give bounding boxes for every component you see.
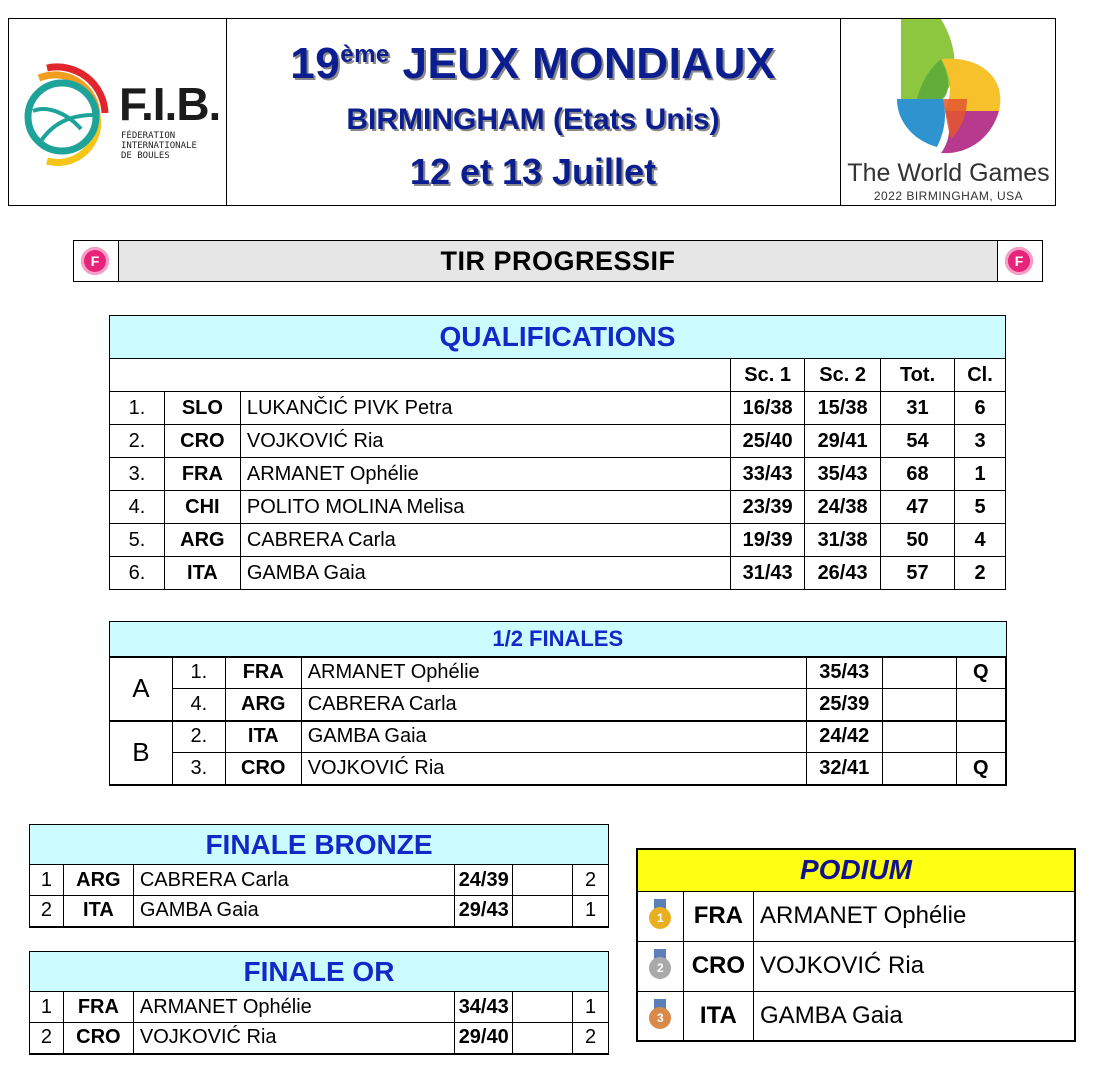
score: 25/39	[806, 689, 882, 721]
country: CRO	[683, 941, 753, 991]
score: 34/43	[455, 992, 513, 1023]
extra	[513, 896, 573, 927]
total: 54	[881, 425, 955, 458]
row-num: 3.	[172, 753, 225, 785]
table-row	[110, 753, 1007, 785]
header	[8, 18, 1056, 206]
final-rank: 1	[573, 896, 609, 927]
bronze-medal-icon	[649, 999, 671, 1033]
total: 31	[881, 392, 955, 425]
player-name: VOJKOVIĆ Ria	[240, 425, 730, 458]
final-rank: 2	[573, 1023, 609, 1054]
player-name: CABRERA Carla	[240, 524, 730, 557]
score-2: 31/38	[805, 524, 881, 557]
country: ITA	[63, 896, 133, 927]
fib-logo-subtitle: FÉDERATION INTERNATIONALE DE BOULES	[121, 131, 197, 161]
row-num: 2	[30, 896, 64, 927]
title-superscript: ème	[340, 41, 390, 68]
semifinals-title: 1/2 FINALES	[110, 622, 1007, 657]
group-label: B	[110, 721, 173, 785]
event-bar	[73, 240, 1043, 282]
table-row	[30, 992, 609, 1023]
title-main: JEUX MONDIAUX	[389, 39, 776, 88]
score-1: 16/38	[731, 392, 805, 425]
extra	[513, 992, 573, 1023]
row-num: 4.	[172, 689, 225, 721]
page-title	[227, 39, 839, 89]
country: CHI	[164, 491, 240, 524]
player-name: VOJKOVIĆ Ria	[133, 1023, 454, 1054]
score-1: 31/43	[731, 557, 805, 590]
header-spacer	[110, 359, 731, 392]
row-num: 4.	[110, 491, 165, 524]
score: 24/42	[806, 721, 882, 753]
row-num: 3.	[110, 458, 165, 491]
podium-row	[637, 991, 1075, 1041]
player-name: ARMANET Ophélie	[240, 458, 730, 491]
fib-logo	[9, 19, 227, 205]
women-badge-icon: F	[1005, 247, 1033, 275]
classement: 2	[955, 557, 1006, 590]
final-rank: 2	[573, 865, 609, 896]
score-1: 23/39	[731, 491, 805, 524]
player-name: VOJKOVIĆ Ria	[754, 941, 1075, 991]
col-header: Sc. 2	[805, 359, 881, 392]
player-name: GAMBA Gaia	[754, 991, 1075, 1041]
fib-emblem-icon	[17, 53, 117, 173]
country: ARG	[164, 524, 240, 557]
row-num: 1.	[110, 392, 165, 425]
country: ARG	[63, 865, 133, 896]
score-2: 15/38	[805, 392, 881, 425]
medal-number: 3	[649, 1007, 671, 1029]
header-title-block	[227, 19, 839, 205]
player-name: CABRERA Carla	[133, 865, 454, 896]
score: 32/41	[806, 753, 882, 785]
country: CRO	[225, 753, 301, 785]
title-prefix: 19	[290, 39, 341, 88]
podium-table	[636, 848, 1076, 1042]
col-header: Cl.	[955, 359, 1006, 392]
world-games-logo	[840, 19, 1056, 205]
qualified-flag	[956, 721, 1006, 753]
country: ITA	[683, 991, 753, 1041]
qualified-flag	[956, 689, 1006, 721]
table-row	[110, 425, 1006, 458]
location: BIRMINGHAM (Etats Unis)	[346, 103, 720, 136]
world-games-subtitle: 2022 BIRMINGHAM, USA	[873, 189, 1024, 203]
score-2: 35/43	[805, 458, 881, 491]
semifinals-table	[109, 621, 1007, 786]
row-num: 2.	[110, 425, 165, 458]
final-rank: 1	[573, 992, 609, 1023]
women-badge-icon: F	[81, 247, 109, 275]
row-num: 1	[30, 865, 64, 896]
table-row	[110, 557, 1006, 590]
medal-cell	[637, 891, 683, 941]
event-badge-left	[74, 241, 119, 281]
total: 57	[881, 557, 955, 590]
world-games-emblem-icon	[881, 19, 1021, 159]
player-name: ARMANET Ophélie	[133, 992, 454, 1023]
extra	[882, 753, 956, 785]
row-num: 1.	[172, 657, 225, 689]
country: ITA	[225, 721, 301, 753]
table-row	[110, 458, 1006, 491]
country: CRO	[63, 1023, 133, 1054]
score-2: 26/43	[805, 557, 881, 590]
extra	[882, 657, 956, 689]
classement: 6	[955, 392, 1006, 425]
player-name: GAMBA Gaia	[301, 721, 806, 753]
event-badge-right	[997, 241, 1042, 281]
country: FRA	[164, 458, 240, 491]
classement: 4	[955, 524, 1006, 557]
podium-row	[637, 891, 1075, 941]
country: CRO	[164, 425, 240, 458]
table-row	[30, 1023, 609, 1054]
score: 35/43	[806, 657, 882, 689]
table-header-row	[110, 359, 1006, 392]
medal-number: 1	[649, 907, 671, 929]
col-header: Tot.	[881, 359, 955, 392]
classement: 3	[955, 425, 1006, 458]
total: 47	[881, 491, 955, 524]
extra	[513, 1023, 573, 1054]
table-row	[30, 865, 609, 896]
table-row	[110, 524, 1006, 557]
player-name: ARMANET Ophélie	[301, 657, 806, 689]
silver-medal-icon	[649, 949, 671, 983]
extra	[882, 689, 956, 721]
classement: 1	[955, 458, 1006, 491]
extra	[513, 865, 573, 896]
player-name: GAMBA Gaia	[240, 557, 730, 590]
score-1: 33/43	[731, 458, 805, 491]
table-row	[110, 721, 1007, 753]
fib-logo-word: F.I.B.	[119, 78, 221, 130]
medal-number: 2	[649, 957, 671, 979]
country: FRA	[225, 657, 301, 689]
total: 50	[881, 524, 955, 557]
podium-row	[637, 941, 1075, 991]
row-num: 6.	[110, 557, 165, 590]
player-name: GAMBA Gaia	[133, 896, 454, 927]
score: 29/43	[455, 896, 513, 927]
country: FRA	[683, 891, 753, 941]
player-name: VOJKOVIĆ Ria	[301, 753, 806, 785]
row-num: 2	[30, 1023, 64, 1054]
score-1: 19/39	[731, 524, 805, 557]
country: SLO	[164, 392, 240, 425]
extra	[882, 721, 956, 753]
qualified-flag: Q	[956, 657, 1006, 689]
row-num: 5.	[110, 524, 165, 557]
group-label: A	[110, 657, 173, 721]
score-2: 29/41	[805, 425, 881, 458]
gold-medal-icon	[649, 899, 671, 933]
qualifications-table	[109, 315, 1006, 590]
player-name: ARMANET Ophélie	[754, 891, 1075, 941]
qualified-flag: Q	[956, 753, 1006, 785]
gold-final-table	[29, 951, 609, 1055]
dates: 12 et 13 Juillet	[409, 151, 657, 192]
col-header: Sc. 1	[731, 359, 805, 392]
classement: 5	[955, 491, 1006, 524]
player-name: CABRERA Carla	[301, 689, 806, 721]
score: 29/40	[455, 1023, 513, 1054]
table-row	[110, 657, 1007, 689]
country: ITA	[164, 557, 240, 590]
player-name: LUKANČIĆ PIVK Petra	[240, 392, 730, 425]
country: ARG	[225, 689, 301, 721]
world-games-title: The World Games	[847, 159, 1050, 187]
table-row	[110, 491, 1006, 524]
table-row	[110, 392, 1006, 425]
podium-title: PODIUM	[637, 849, 1075, 891]
row-num: 1	[30, 992, 64, 1023]
bronze-final-title: FINALE BRONZE	[30, 825, 609, 865]
score: 24/39	[455, 865, 513, 896]
total: 68	[881, 458, 955, 491]
score-1: 25/40	[731, 425, 805, 458]
country: FRA	[63, 992, 133, 1023]
gold-final-title: FINALE OR	[30, 952, 609, 992]
table-row	[110, 689, 1007, 721]
medal-cell	[637, 991, 683, 1041]
player-name: POLITO MOLINA Melisa	[240, 491, 730, 524]
bronze-final-table	[29, 824, 609, 928]
medal-cell	[637, 941, 683, 991]
score-2: 24/38	[805, 491, 881, 524]
event-title: TIR PROGRESSIF	[440, 246, 676, 276]
row-num: 2.	[172, 721, 225, 753]
table-row	[30, 896, 609, 927]
qualifications-title: QUALIFICATIONS	[110, 316, 1006, 359]
